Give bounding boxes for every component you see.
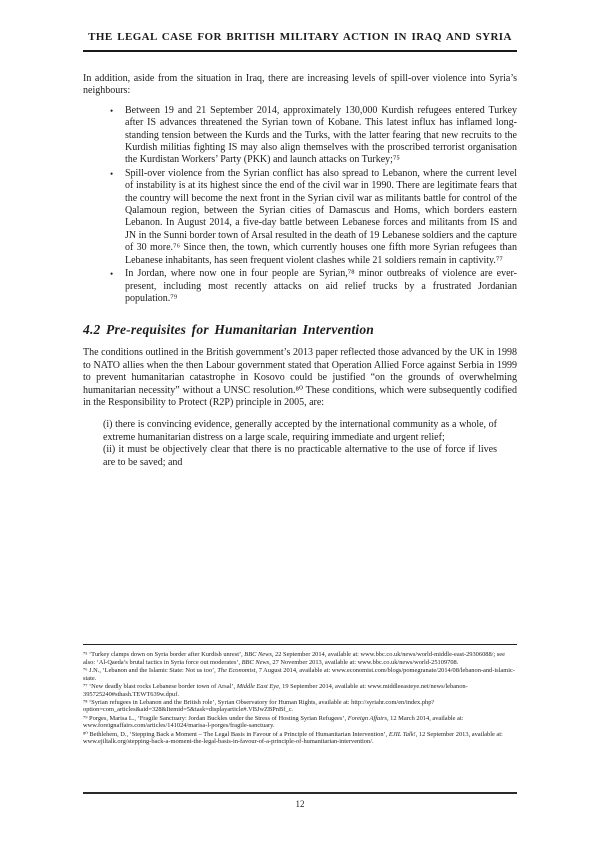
clause-i: (i) there is convincing evidence, generally accepted by the international community as a whole, of extreme humanitarian distress on a large scale, requiring immediate and urgent relief; bbox=[103, 419, 497, 443]
footnotes-section bbox=[83, 644, 517, 746]
footnote-77: ⁷⁷ ‘New deadly blast rocks Lebanese border town of Arsal’, Middle East Eye, 19 September 2014, available at: www.middleeasteye.net/news/lebanon-395725240#sthash.TEWT639w.dpuf. bbox=[83, 682, 468, 698]
bullet-list bbox=[83, 105, 517, 306]
page-title: THE LEGAL CASE FOR BRITISH MILITARY ACTION IN IRAQ AND SYRIA bbox=[88, 31, 512, 43]
clause-ii: (ii) it must be objectively clear that there is no practicable alternative to the use of force if lives are to be saved; and bbox=[103, 444, 497, 468]
section-heading-4-2: 4.2 Pre-requisites for Humanitarian Intervention bbox=[83, 322, 375, 338]
bullet-icon: • bbox=[110, 105, 114, 116]
list-item bbox=[83, 268, 517, 305]
bullet-text-jordan-violence: In Jordan, where now one in four people are Syrian,⁷⁸ minor outbreaks of violence are ever-present, including most recently attacks on aid relief trucks by a frustrated Jordanian population.⁷⁹ bbox=[125, 268, 517, 304]
page-number: 12 bbox=[295, 799, 305, 809]
intro-paragraph: In addition, aside from the situation in Iraq, there are increasing levels of spill-over violence into Syria’s neighbours: bbox=[83, 73, 517, 97]
bullet-text-kurdish-refugees: Between 19 and 21 September 2014, approximately 130,000 Kurdish refugees entered Turkey after IS advances threatened the Syrian town of Kobane. This latest influx has inflamed long-standing tension between the Kurds and the Turks, with the latter fearing that new recruits to the Kurdish militias fighting IS may also align themselves with the proscribed terrorist organisation the Kurdistan Workers’ Party (PKK) and launch attacks on Turkey;⁷⁵ bbox=[125, 104, 517, 166]
bullet-icon: • bbox=[110, 168, 114, 179]
clause-block bbox=[103, 419, 497, 469]
section-paragraph: The conditions outlined in the British government’s 2013 paper reflected those advanced by the UK in 1998 to NATO allies when the then Labour government stated that Operation Allied Force against Serbia in 1999 to prevent humanitarian catastrophe in Kosovo could be justified “on the grounds of overwhelming humanitarian necessity” without a UNSC resolution.⁸⁰ These conditions, which were subsequently codified in the Responsibility to Protect (R2P) principle in 2005, are: bbox=[83, 347, 517, 408]
footnote-78: ⁷⁸ ‘Syrian refugees in Lebanon and the British role’, Syrian Observatory for Human Rights, available at: http://syriahr.com/en/index.php?option=com_articles&aid=328&Itemid=5&task=displayarticle#.VBJwZBPnBf_c. bbox=[83, 698, 435, 714]
footnote-76: ⁷⁶ J.N., ‘Lebanon and the Islamic State: Not us too’, The Economist, 7 August 2014, available at: www.economist.com/blogs/pomegranate/2014/08/lebanon-and-islamic-state. bbox=[83, 666, 515, 682]
footnote-80: ⁸⁰ Bethlehem, D., ‘Stepping Back a Moment – The Legal Basis in Favour of a Principle of Humanitarian Intervention’, EJIL Talk!, 12 September 2013, available at: www.ejiltalk.org/stepping-back-a-moment-the-legal-basis-in-favour-of-a-principle-of-humanitarian-intervention/. bbox=[83, 730, 503, 746]
bullet-icon: • bbox=[110, 269, 114, 280]
list-item bbox=[83, 168, 517, 267]
footnote-75: ⁷⁵ ‘Turkey clamps down on Syria border after Kurdish unrest’, BBC News, 22 September 2014, available at: www.bbc.co.uk/news/world-middle-east-29306088/; see also: ‘Al-Qaeda’s brutal tactics in Syria force out moderates’, BBC News, 27 November 2013, available at: www.bbc.co.uk/news/world-25109708. bbox=[83, 651, 505, 666]
footnote-79: ⁷⁹ Porges, Marisa L., ‘Fragile Sanctuary: Jordan Buckles under the Stress of Hosting Syrian Refugees’, Foreign Affairs, 12 March 2014, available at: www.foreignaffairs.com/articles/141024/marisa-l-porges/fragile-sanctuary. bbox=[83, 714, 464, 730]
bullet-text-lebanon-spillover: Spill-over violence from the Syrian conflict has also spread to Lebanon, where the current level of instability is at its highest since the end of the civil war in 1990. There are legitimate fears that the country will become the next front in the Syrian civil war as militants battle for control of the Qalamoun region, between the Syrian cities of Damascus and Homs, which borders eastern Lebanon. In August 2014, a five-day battle between Lebanese forces and militants from IS and JN in the Sunni border town of Arsal resulted in the death of 19 Lebanese soldiers and the capture of 30 more.⁷⁶ Since then, the town, which currently houses one fifth more Syrian refugees than Lebanese inhabitants, has seen frequent violent clashes while 21 soldiers remain in captivity.⁷⁷ bbox=[125, 167, 517, 266]
page-footer bbox=[83, 792, 517, 812]
running-header bbox=[83, 31, 517, 52]
list-item bbox=[83, 105, 517, 167]
